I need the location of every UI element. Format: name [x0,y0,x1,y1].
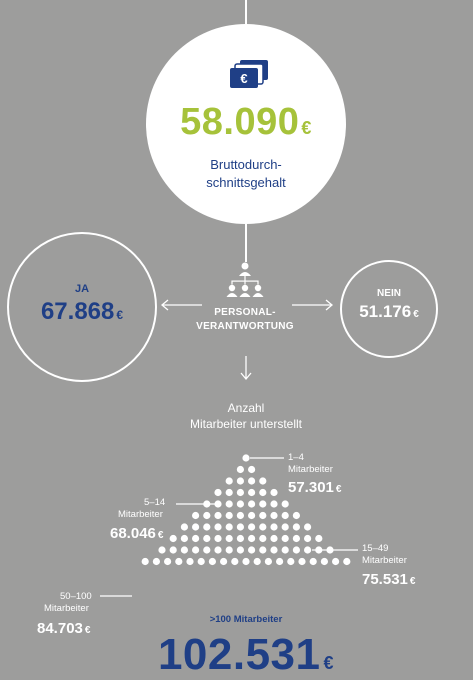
staff-dot [181,535,188,542]
no-label: NEIN [377,288,401,299]
staff-dot [226,546,233,553]
staff-dot [259,512,266,519]
staff-count-title: Anzahl Mitarbeiter unterstellt [189,401,303,431]
group-5-14-value: 68.046 € [110,525,164,542]
staff-dot [248,500,255,507]
staff-dot [282,500,289,507]
staff-dot [315,535,322,542]
staff-dot [259,477,266,484]
staff-dot [198,558,205,565]
staff-dot [293,512,300,519]
staff-dot [304,546,311,553]
staff-dot [259,489,266,496]
staff-dot [259,546,266,553]
staff-dot [248,523,255,530]
staff-dot [226,512,233,519]
staff-dot [209,558,216,565]
staff-dot [270,500,277,507]
group-15-49-range: 15–49 Mitarbeiter [362,543,407,566]
staff-dot [282,535,289,542]
group-over-100-value: 102.531 € [157,630,335,679]
staff-dot [226,523,233,530]
staff-dot [175,558,182,565]
staff-dot [237,535,244,542]
staff-dot [248,489,255,496]
staff-dot [220,558,227,565]
staff-dot [287,558,294,565]
staff-dot [248,512,255,519]
staff-dot [270,523,277,530]
staff-dot [304,535,311,542]
staff-dot [226,500,233,507]
staff-dot [242,558,249,565]
staff-dot [181,523,188,530]
staff-dot [304,523,311,530]
staff-dot [203,546,210,553]
staff-dot [192,546,199,553]
staff-dot [332,558,339,565]
staff-dot [242,454,249,461]
yes-label: JA [74,283,90,295]
staff-dot [214,523,221,530]
staff-dot [181,546,188,553]
staff-dot [282,512,289,519]
average-salary-value: 58.090 € [180,101,312,143]
average-salary-label: Bruttodurch- schnittsgehalt [206,157,286,190]
staff-dot [270,512,277,519]
group-over-100-label: >100 Mitarbeiter [209,614,283,625]
staff-dot [270,535,277,542]
staff-dot [259,500,266,507]
staff-dot [293,535,300,542]
staff-dot [203,512,210,519]
staff-dot [164,558,171,565]
staff-dot [237,500,244,507]
staff-dot [203,535,210,542]
svg-text:€: € [240,71,248,86]
staff-dot [214,535,221,542]
staff-dot [248,546,255,553]
staff-dot [265,558,272,565]
staff-dot [170,535,177,542]
staff-dot [248,477,255,484]
staff-dot [237,489,244,496]
group-1-4-value: 57.301 € [288,479,342,496]
staff-dot [276,558,283,565]
staff-dot [237,546,244,553]
staff-dot [142,558,149,565]
staff-dot [226,535,233,542]
staff-dot [293,546,300,553]
staff-dot [226,489,233,496]
staff-dot [237,477,244,484]
staff-dot [282,523,289,530]
staff-dot [310,558,317,565]
group-50-100-range: 50–100 Mitarbeiter [44,591,92,614]
staff-dot [231,558,238,565]
no-salary-value: 51.176 € [359,302,419,321]
staff-dot [254,558,261,565]
staff-dot [214,512,221,519]
staff-dot [259,523,266,530]
staff-dot [321,558,328,565]
group-1-4-range: 1–4 Mitarbeiter [288,452,333,475]
staff-dot [237,466,244,473]
staff-dot [248,466,255,473]
staff-dot [192,535,199,542]
yes-salary-value: 67.868 € [40,298,124,325]
staff-dot [153,558,160,565]
staff-dot [214,546,221,553]
staff-dot [192,523,199,530]
personnel-responsibility-label: PERSONAL- VERANTWORTUNG [196,307,294,332]
staff-dot [170,546,177,553]
staff-dot [237,523,244,530]
group-5-14-range: 5–14 Mitarbeiter [118,497,166,520]
staff-dot [343,558,350,565]
staff-dot [270,546,277,553]
staff-dot [226,477,233,484]
staff-dot [282,546,289,553]
staff-dot [248,535,255,542]
staff-dot [158,546,165,553]
staff-dot [186,558,193,565]
staff-dot [293,523,300,530]
staff-dot [192,512,199,519]
staff-dot [214,489,221,496]
staff-dot [203,523,210,530]
staff-dot [237,512,244,519]
group-50-100-value: 84.703 € [37,620,91,637]
group-15-49-value: 75.531 € [362,571,416,588]
staff-dot [298,558,305,565]
staff-dot [270,489,277,496]
staff-dot [259,535,266,542]
